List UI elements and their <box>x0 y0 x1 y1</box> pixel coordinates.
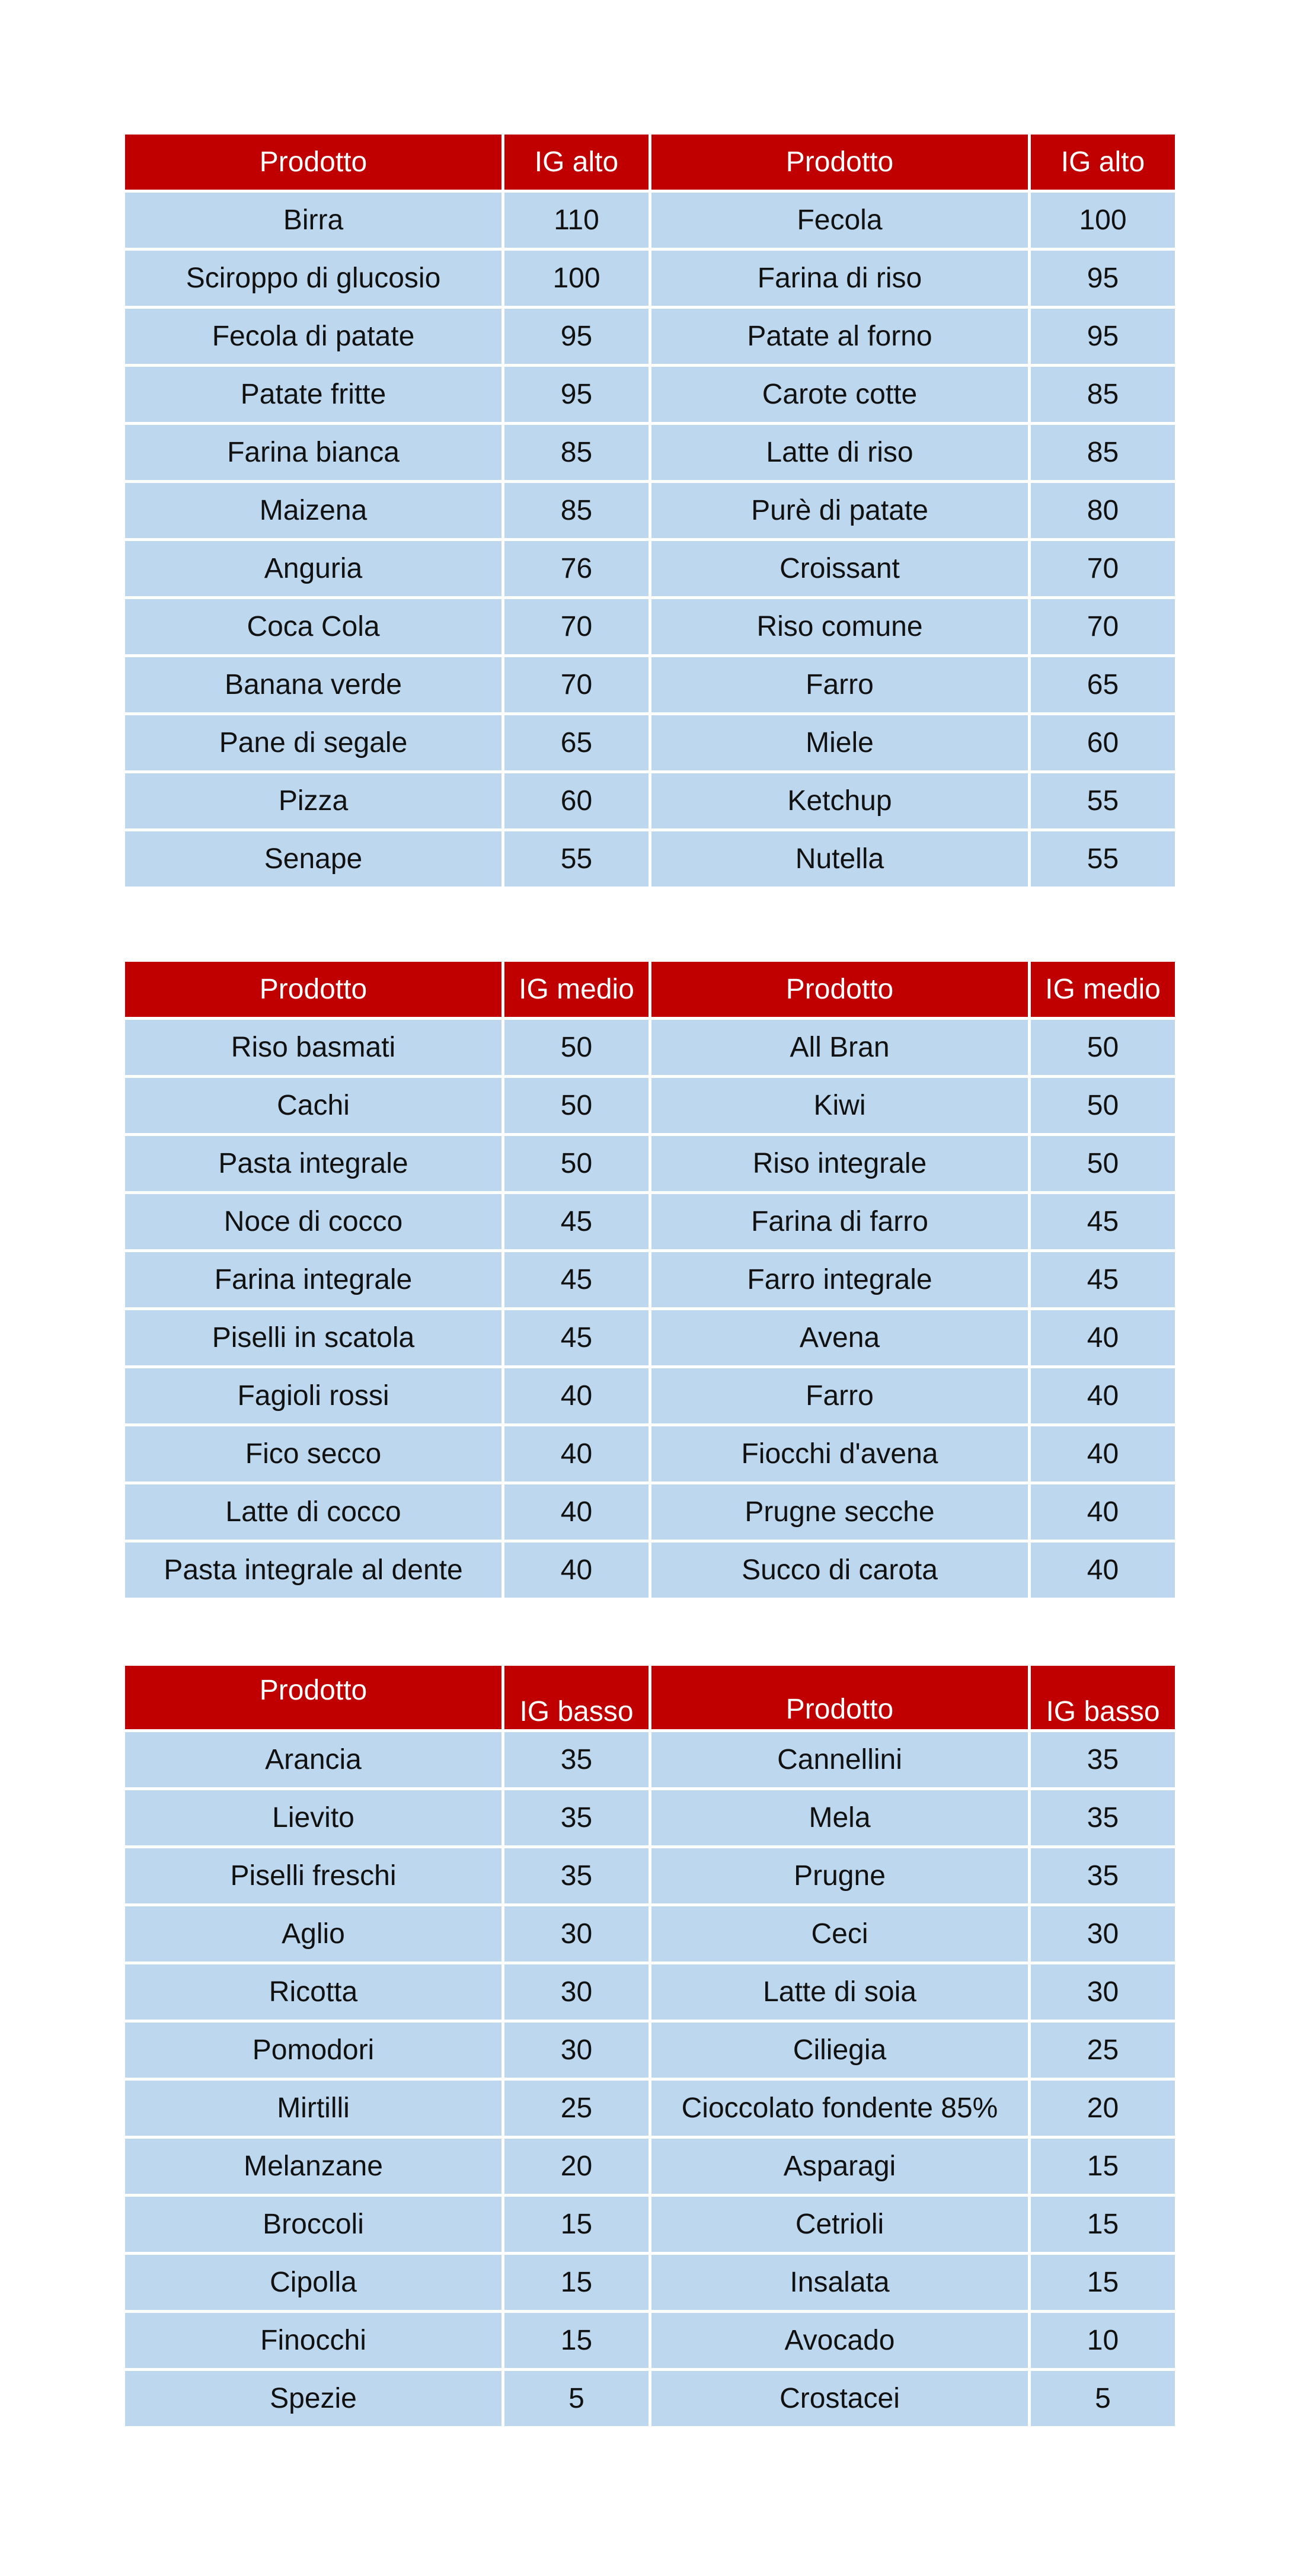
gi-value-cell: 35 <box>1030 1847 1177 1905</box>
table-row <box>124 1425 1177 1483</box>
gi-value-cell: 30 <box>1030 1905 1177 1963</box>
gi-value-cell: 110 <box>503 191 650 249</box>
header-prodotto: Prodotto <box>650 1665 1030 1731</box>
product-cell: Anguria <box>124 540 503 598</box>
product-cell: Spezie <box>124 2370 503 2428</box>
gi-value-cell: 30 <box>503 2021 650 2079</box>
gi-value-cell: 40 <box>503 1483 650 1541</box>
gi-value-cell: 45 <box>1030 1193 1177 1251</box>
gi-value-cell: 95 <box>503 308 650 366</box>
product-cell: Croissant <box>650 540 1030 598</box>
gi-value-cell: 50 <box>1030 1019 1177 1077</box>
gi-value-cell: 45 <box>1030 1251 1177 1309</box>
gi-value-cell: 85 <box>503 424 650 482</box>
product-cell: Fico secco <box>124 1425 503 1483</box>
product-cell: Purè di patate <box>650 482 1030 540</box>
gi-value-cell: 100 <box>503 249 650 308</box>
table-row <box>124 1135 1177 1193</box>
gi-value-cell: 70 <box>503 656 650 714</box>
table-row <box>124 2254 1177 2312</box>
product-cell: Latte di soia <box>650 1963 1030 2021</box>
gi-value-cell: 40 <box>503 1425 650 1483</box>
table-row <box>124 714 1177 772</box>
gi-value-cell: 5 <box>503 2370 650 2428</box>
product-cell: Farina bianca <box>124 424 503 482</box>
product-cell: Carote cotte <box>650 366 1030 424</box>
product-cell: Farina di farro <box>650 1193 1030 1251</box>
gi-value-cell: 95 <box>1030 249 1177 308</box>
product-cell: Riso basmati <box>124 1019 503 1077</box>
gi-value-cell: 70 <box>1030 598 1177 656</box>
table-row <box>124 249 1177 308</box>
gi-value-cell: 76 <box>503 540 650 598</box>
product-cell: Cioccolato fondente 85% <box>650 2079 1030 2137</box>
gi-value-cell: 40 <box>503 1367 650 1425</box>
product-cell: Pomodori <box>124 2021 503 2079</box>
product-cell: Cachi <box>124 1077 503 1135</box>
product-cell: Melanzane <box>124 2137 503 2196</box>
gi-value-cell: 40 <box>503 1541 650 1599</box>
gi-value-cell: 60 <box>503 772 650 830</box>
table-header-row <box>124 1665 1177 1731</box>
table-header-row <box>124 133 1177 191</box>
product-cell: Ciliegia <box>650 2021 1030 2079</box>
table-row <box>124 1309 1177 1367</box>
product-cell: Latte di riso <box>650 424 1030 482</box>
product-cell: Pizza <box>124 772 503 830</box>
gi-value-cell: 45 <box>503 1309 650 1367</box>
gi-value-cell: 95 <box>1030 308 1177 366</box>
product-cell: Aglio <box>124 1905 503 1963</box>
product-cell: Farro <box>650 656 1030 714</box>
header-prodotto: Prodotto <box>650 961 1030 1019</box>
product-cell: Piselli freschi <box>124 1847 503 1905</box>
gi-value-cell: 50 <box>1030 1077 1177 1135</box>
gi-value-cell: 45 <box>503 1193 650 1251</box>
table-row <box>124 540 1177 598</box>
gi-value-cell: 35 <box>1030 1789 1177 1847</box>
product-cell: Banana verde <box>124 656 503 714</box>
table-row <box>124 2312 1177 2370</box>
table-row <box>124 424 1177 482</box>
product-cell: Sciroppo di glucosio <box>124 249 503 308</box>
header-prodotto: Prodotto <box>124 961 503 1019</box>
table-row <box>124 830 1177 888</box>
gi-value-cell: 100 <box>1030 191 1177 249</box>
gi-value-cell: 40 <box>1030 1483 1177 1541</box>
gi-value-cell: 10 <box>1030 2312 1177 2370</box>
product-cell: Ricotta <box>124 1963 503 2021</box>
header-ig-medio: IG medio <box>503 961 650 1019</box>
product-cell: Nutella <box>650 830 1030 888</box>
table-row <box>124 1019 1177 1077</box>
gi-value-cell: 55 <box>1030 772 1177 830</box>
gi-value-cell: 30 <box>1030 1963 1177 2021</box>
product-cell: Patate al forno <box>650 308 1030 366</box>
product-cell: Riso comune <box>650 598 1030 656</box>
product-cell: Pasta integrale <box>124 1135 503 1193</box>
header-ig-alto: IG alto <box>503 133 650 191</box>
table-row <box>124 1847 1177 1905</box>
gi-value-cell: 35 <box>503 1731 650 1789</box>
table-row <box>124 2196 1177 2254</box>
gi-value-cell: 85 <box>1030 424 1177 482</box>
table-row <box>124 1541 1177 1599</box>
product-cell: Farina integrale <box>124 1251 503 1309</box>
gi-value-cell: 60 <box>1030 714 1177 772</box>
gi-value-cell: 15 <box>503 2312 650 2370</box>
table-row <box>124 2021 1177 2079</box>
product-cell: Lievito <box>124 1789 503 1847</box>
table-body <box>124 191 1177 888</box>
gi-value-cell: 65 <box>1030 656 1177 714</box>
product-cell: Fagioli rossi <box>124 1367 503 1425</box>
gi-value-cell: 50 <box>503 1135 650 1193</box>
gi-value-cell: 50 <box>1030 1135 1177 1193</box>
table-ig-alto <box>122 132 1178 889</box>
header-ig-basso: IG basso <box>1030 1665 1177 1731</box>
product-cell: Asparagi <box>650 2137 1030 2196</box>
gi-value-cell: 85 <box>1030 366 1177 424</box>
header-prodotto: Prodotto <box>650 133 1030 191</box>
table-ig-basso <box>122 1663 1178 2429</box>
gi-value-cell: 35 <box>503 1847 650 1905</box>
gi-value-cell: 20 <box>1030 2079 1177 2137</box>
table-row <box>124 1367 1177 1425</box>
gi-value-cell: 70 <box>1030 540 1177 598</box>
table-header-row <box>124 961 1177 1019</box>
gi-value-cell: 25 <box>1030 2021 1177 2079</box>
product-cell: Miele <box>650 714 1030 772</box>
product-cell: Fiocchi d'avena <box>650 1425 1030 1483</box>
table-row <box>124 308 1177 366</box>
gi-value-cell: 85 <box>503 482 650 540</box>
gi-value-cell: 30 <box>503 1963 650 2021</box>
table-row <box>124 1077 1177 1135</box>
gi-value-cell: 50 <box>503 1077 650 1135</box>
table-row <box>124 1483 1177 1541</box>
product-cell: Pane di segale <box>124 714 503 772</box>
product-cell: Avocado <box>650 2312 1030 2370</box>
product-cell: All Bran <box>650 1019 1030 1077</box>
product-cell: Farro <box>650 1367 1030 1425</box>
gi-value-cell: 30 <box>503 1905 650 1963</box>
gi-value-cell: 15 <box>1030 2196 1177 2254</box>
table-ig-medio <box>122 959 1178 1601</box>
table-row <box>124 2137 1177 2196</box>
gi-value-cell: 40 <box>1030 1541 1177 1599</box>
product-cell: Fecola di patate <box>124 308 503 366</box>
product-cell: Latte di cocco <box>124 1483 503 1541</box>
gi-value-cell: 15 <box>1030 2137 1177 2196</box>
product-cell: Crostacei <box>650 2370 1030 2428</box>
header-ig-alto: IG alto <box>1030 133 1177 191</box>
gi-value-cell: 40 <box>1030 1309 1177 1367</box>
product-cell: Maizena <box>124 482 503 540</box>
gi-value-cell: 70 <box>503 598 650 656</box>
gi-value-cell: 95 <box>503 366 650 424</box>
table-row <box>124 2079 1177 2137</box>
product-cell: Mirtilli <box>124 2079 503 2137</box>
table-row <box>124 1905 1177 1963</box>
header-prodotto: Prodotto <box>124 133 503 191</box>
product-cell: Senape <box>124 830 503 888</box>
product-cell: Coca Cola <box>124 598 503 656</box>
table-row <box>124 772 1177 830</box>
product-cell: Piselli in scatola <box>124 1309 503 1367</box>
gi-value-cell: 55 <box>503 830 650 888</box>
header-prodotto: Prodotto <box>124 1665 503 1731</box>
table-body <box>124 1731 1177 2428</box>
gi-value-cell: 15 <box>503 2254 650 2312</box>
product-cell: Prugne <box>650 1847 1030 1905</box>
gi-value-cell: 15 <box>1030 2254 1177 2312</box>
product-cell: Cipolla <box>124 2254 503 2312</box>
product-cell: Riso integrale <box>650 1135 1030 1193</box>
gi-value-cell: 55 <box>1030 830 1177 888</box>
gi-value-cell: 25 <box>503 2079 650 2137</box>
gi-value-cell: 35 <box>1030 1731 1177 1789</box>
gi-value-cell: 15 <box>503 2196 650 2254</box>
product-cell: Cannellini <box>650 1731 1030 1789</box>
product-cell: Farina di riso <box>650 249 1030 308</box>
product-cell: Ceci <box>650 1905 1030 1963</box>
gi-value-cell: 40 <box>1030 1367 1177 1425</box>
table-row <box>124 1193 1177 1251</box>
table-row <box>124 191 1177 249</box>
gi-value-cell: 65 <box>503 714 650 772</box>
gi-value-cell: 80 <box>1030 482 1177 540</box>
product-cell: Ketchup <box>650 772 1030 830</box>
gi-value-cell: 45 <box>503 1251 650 1309</box>
table-row <box>124 656 1177 714</box>
table-row <box>124 1963 1177 2021</box>
table-row <box>124 482 1177 540</box>
table-row <box>124 1789 1177 1847</box>
gi-value-cell: 40 <box>1030 1425 1177 1483</box>
table-row <box>124 598 1177 656</box>
gi-value-cell: 35 <box>503 1789 650 1847</box>
product-cell: Mela <box>650 1789 1030 1847</box>
product-cell: Succo di carota <box>650 1541 1030 1599</box>
product-cell: Avena <box>650 1309 1030 1367</box>
header-ig-medio: IG medio <box>1030 961 1177 1019</box>
product-cell: Cetrioli <box>650 2196 1030 2254</box>
product-cell: Patate fritte <box>124 366 503 424</box>
table-row <box>124 366 1177 424</box>
table-row <box>124 1731 1177 1789</box>
table-row <box>124 2370 1177 2428</box>
product-cell: Fecola <box>650 191 1030 249</box>
product-cell: Insalata <box>650 2254 1030 2312</box>
product-cell: Birra <box>124 191 503 249</box>
product-cell: Farro integrale <box>650 1251 1030 1309</box>
gi-value-cell: 5 <box>1030 2370 1177 2428</box>
product-cell: Pasta integrale al dente <box>124 1541 503 1599</box>
product-cell: Arancia <box>124 1731 503 1789</box>
header-ig-basso: IG basso <box>503 1665 650 1731</box>
gi-value-cell: 20 <box>503 2137 650 2196</box>
product-cell: Broccoli <box>124 2196 503 2254</box>
product-cell: Noce di cocco <box>124 1193 503 1251</box>
product-cell: Prugne secche <box>650 1483 1030 1541</box>
table-row <box>124 1251 1177 1309</box>
product-cell: Kiwi <box>650 1077 1030 1135</box>
table-body <box>124 1019 1177 1599</box>
gi-value-cell: 50 <box>503 1019 650 1077</box>
product-cell: Finocchi <box>124 2312 503 2370</box>
